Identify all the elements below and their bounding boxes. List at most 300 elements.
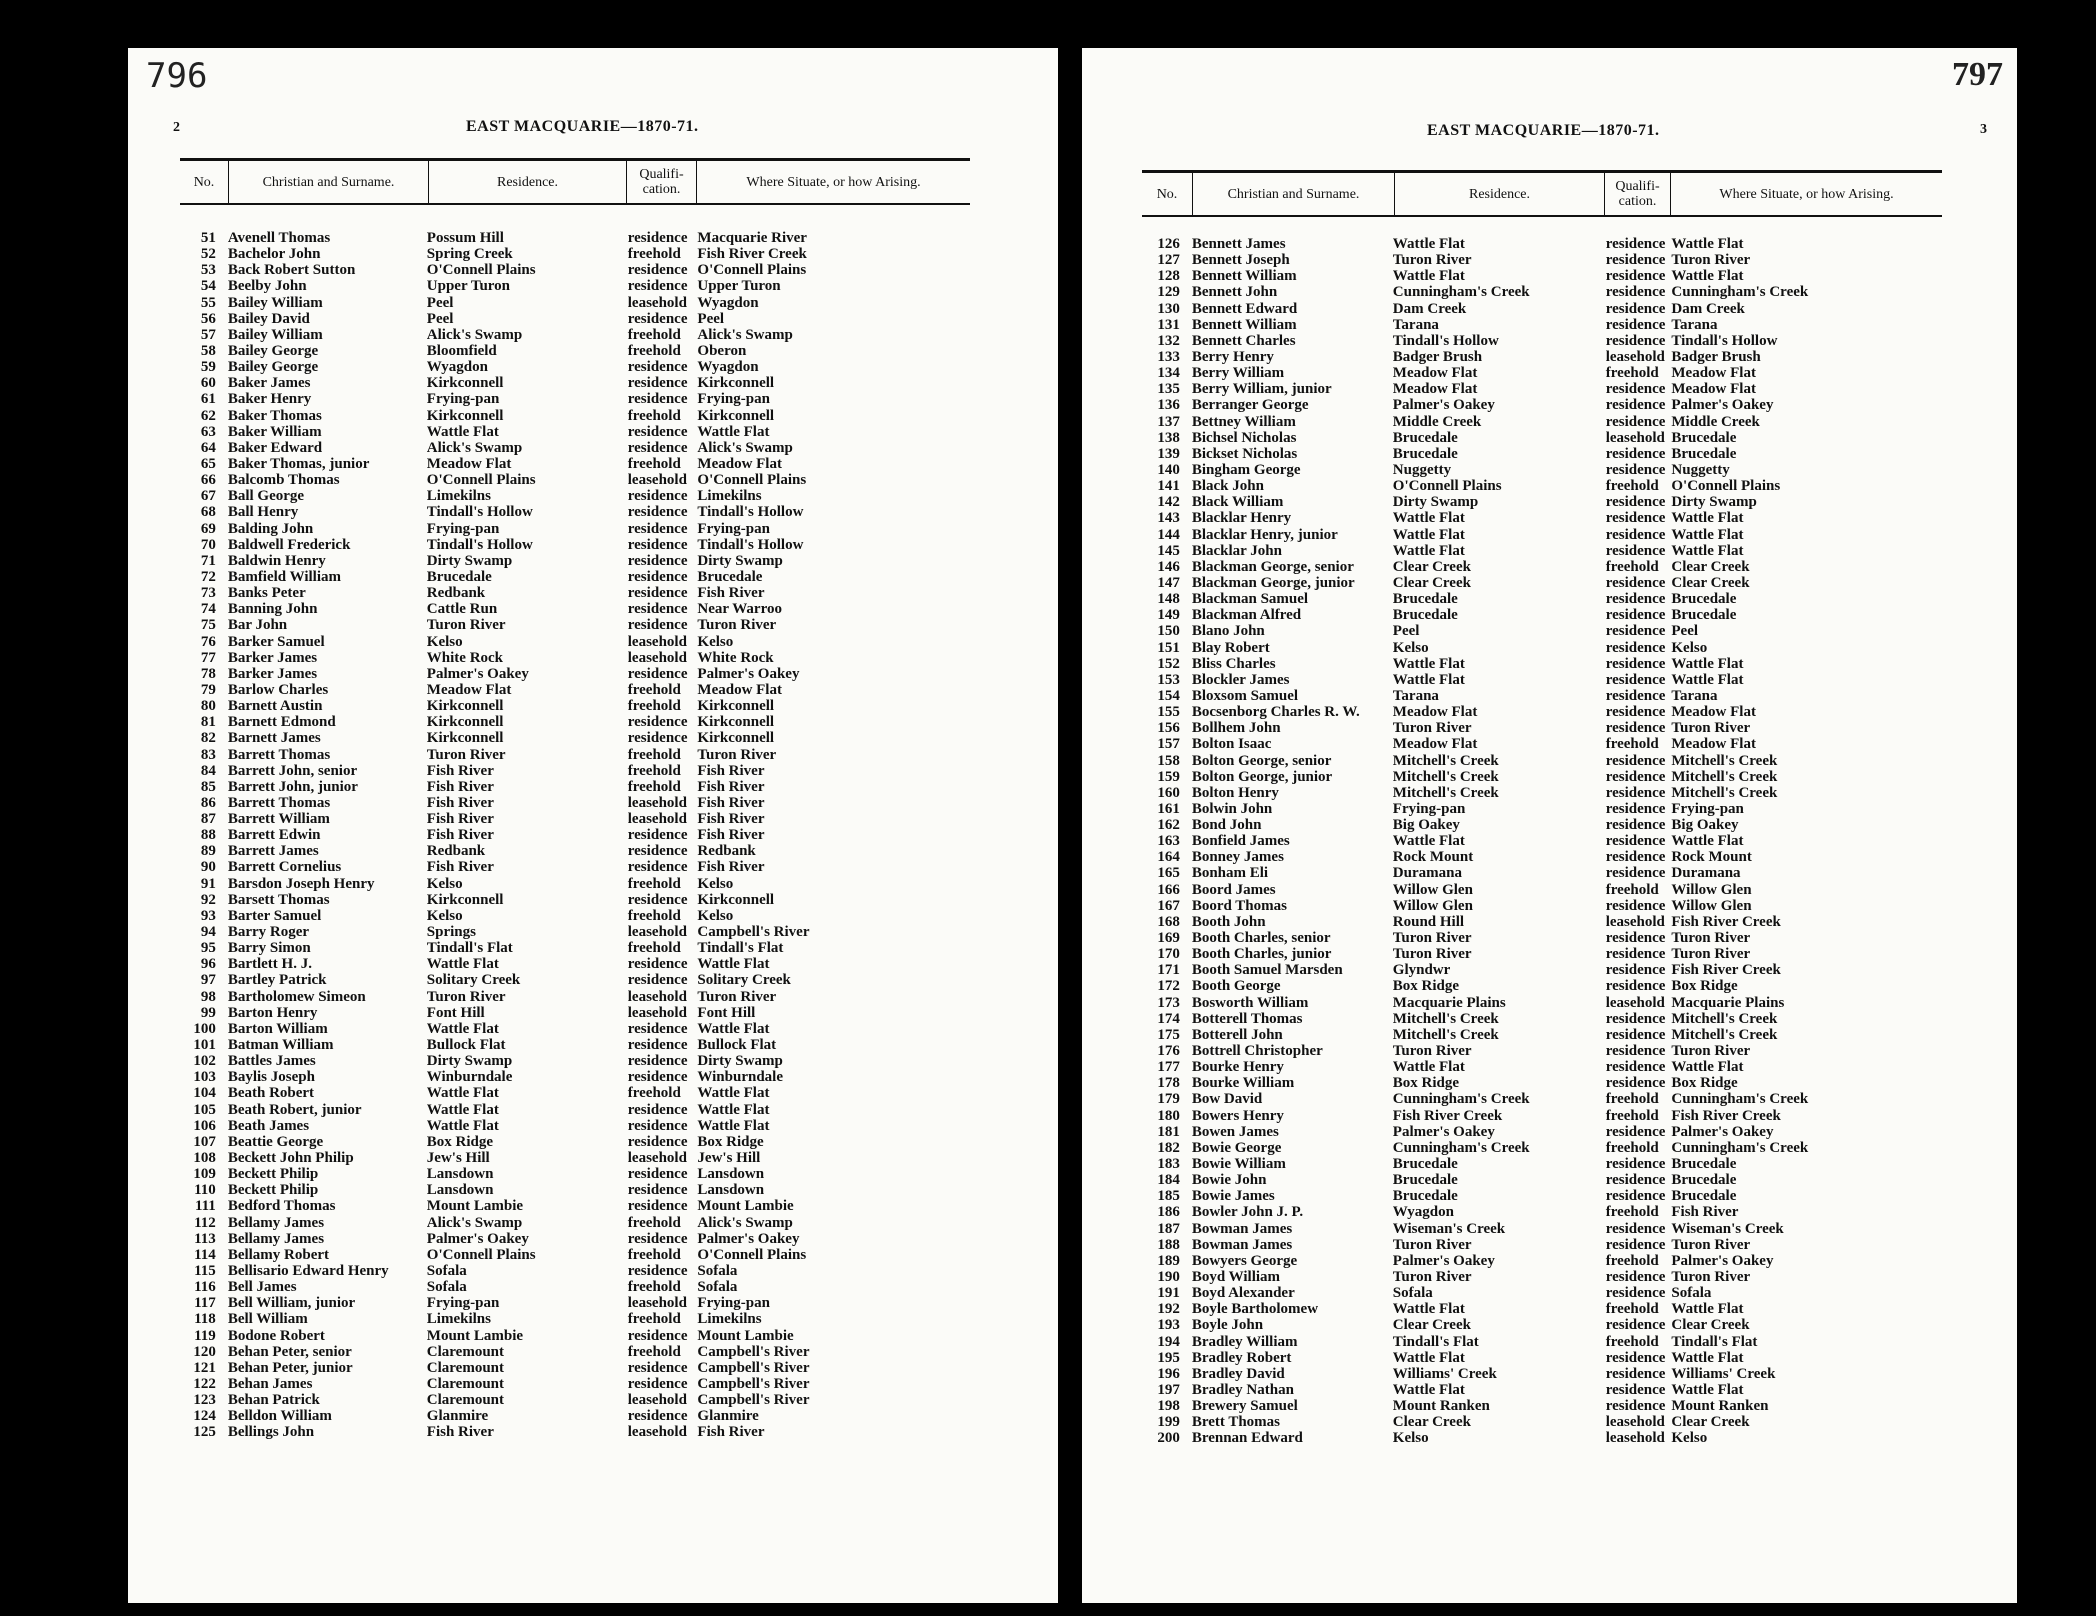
row-qualification: residence [1605, 1317, 1666, 1334]
row-where: Wattle Flat [1671, 1349, 1744, 1366]
table-row [180, 391, 970, 407]
row-name: Banning John [227, 601, 318, 618]
row-name: Brett Thomas [1191, 1414, 1281, 1431]
row-number: 127 [1157, 252, 1180, 269]
row-number: 140 [1157, 461, 1180, 478]
row-residence: Wattle Flat [1392, 1349, 1465, 1366]
row-residence: Mitchell's Creek [1392, 1026, 1499, 1043]
row-number: 179 [1157, 1091, 1180, 1108]
row-number: 119 [194, 1327, 216, 1344]
row-where: Middle Creek [1671, 413, 1760, 430]
row-name: Bickset Nicholas [1191, 445, 1298, 462]
row-name: Bellings John [227, 1424, 315, 1441]
row-where: Wattle Flat [1671, 655, 1744, 672]
row-number: 171 [1157, 962, 1180, 979]
row-name: Behan Patrick [227, 1392, 320, 1409]
row-name: Berry William [1191, 365, 1285, 382]
row-name: Bradley Nathan [1191, 1381, 1294, 1398]
row-name: Bowie George [1191, 1139, 1282, 1156]
table-row [180, 617, 970, 633]
row-number: 108 [193, 1150, 216, 1167]
row-name: Barker James [227, 665, 318, 682]
table-row [180, 811, 970, 827]
row-qualification: residence [1605, 1026, 1666, 1043]
table-row [1142, 1221, 1942, 1237]
table-row [180, 1069, 970, 1085]
row-number: 174 [1157, 1010, 1180, 1027]
table-row [1142, 946, 1942, 962]
row-name: Beath Robert [227, 1085, 315, 1102]
row-residence: Cunningham's Creek [1392, 1139, 1530, 1156]
row-residence: Cunningham's Creek [1392, 1091, 1530, 1108]
row-number: 101 [193, 1037, 216, 1054]
row-residence: Frying-pan [426, 1295, 500, 1312]
row-where: Palmer's Oakey [1671, 397, 1774, 414]
row-residence: Box Ridge [1392, 978, 1460, 995]
row-number: 193 [1157, 1317, 1180, 1334]
row-where: Clear Creek [1671, 1414, 1750, 1431]
row-name: Bocsenborg Charles R. W. [1191, 704, 1360, 721]
row-qualification: residence [1605, 962, 1666, 979]
table-row [180, 569, 970, 585]
row-where: Wattle Flat [1671, 671, 1744, 688]
row-name: Balding John [227, 520, 314, 537]
row-number: 88 [200, 827, 216, 844]
row-where: Meadow Flat [1671, 365, 1756, 382]
row-name: Bowie John [1191, 1172, 1267, 1189]
row-qualification: residence [627, 391, 688, 408]
voter-list [1142, 236, 1942, 1447]
row-qualification: residence [627, 601, 688, 618]
table-row [180, 682, 970, 698]
row-name: Baldwin Henry [227, 552, 326, 569]
page-title: EAST MACQUARIE—1870-71. [466, 118, 699, 135]
row-where: Dam Creek [1671, 300, 1745, 317]
table-row [1142, 397, 1942, 413]
row-residence: Claremount [426, 1343, 505, 1360]
row-qualification: residence [627, 891, 688, 908]
row-residence: Kirkconnell [426, 698, 504, 715]
row-name: Bartholomew Simeon [227, 988, 366, 1005]
row-number: 69 [200, 520, 216, 537]
header-where: Where Situate, or how Arising. [1670, 173, 1942, 215]
table-row [1142, 1301, 1942, 1317]
row-name: Boord Thomas [1191, 897, 1287, 914]
row-residence: Clear Creek [1392, 1414, 1471, 1431]
row-where: Campbell's River [697, 1392, 810, 1409]
row-name: Bourke William [1191, 1075, 1295, 1092]
table-row [1142, 962, 1942, 978]
row-qualification: residence [627, 1166, 688, 1183]
row-where: Peel [697, 310, 725, 327]
row-where: Fish River [697, 762, 765, 779]
row-residence: Turon River [426, 617, 506, 634]
row-number: 113 [194, 1230, 216, 1247]
row-name: Blackman Samuel [1191, 591, 1309, 608]
row-number: 191 [1157, 1285, 1180, 1302]
table-row [1142, 1188, 1942, 1204]
row-residence: Solitary Creek [426, 972, 521, 989]
row-qualification: residence [1605, 252, 1666, 269]
row-residence: Box Ridge [426, 1133, 494, 1150]
row-name: Blackman Alfred [1191, 607, 1302, 624]
table-row [1142, 1043, 1942, 1059]
row-name: Bailey William [227, 326, 323, 343]
row-qualification: residence [627, 359, 688, 376]
row-residence: Wattle Flat [426, 1117, 499, 1134]
row-where: Wattle Flat [1671, 1381, 1744, 1398]
row-where: O'Connell Plains [697, 1246, 807, 1263]
table-row [1142, 543, 1942, 559]
row-number: 132 [1157, 332, 1180, 349]
row-number: 136 [1157, 397, 1180, 414]
row-qualification: leasehold [627, 924, 687, 941]
row-number: 82 [200, 730, 216, 747]
row-residence: Wattle Flat [1392, 1301, 1465, 1318]
row-where: Box Ridge [1671, 1075, 1738, 1092]
row-number: 70 [200, 536, 216, 553]
row-residence: Claremount [426, 1375, 505, 1392]
table-header [180, 158, 970, 205]
row-qualification: residence [1605, 768, 1666, 785]
table-row [1142, 978, 1942, 994]
row-qualification: residence [627, 1375, 688, 1392]
row-where: Sofala [1671, 1285, 1712, 1302]
row-qualification: leasehold [627, 472, 687, 489]
row-residence: Kirkconnell [426, 891, 504, 908]
table-row [1142, 704, 1942, 720]
row-number: 54 [200, 278, 216, 295]
row-number: 184 [1157, 1172, 1180, 1189]
row-residence: Williams' Creek [1392, 1365, 1497, 1382]
row-number: 199 [1157, 1414, 1180, 1431]
row-name: Booth Charles, junior [1191, 946, 1332, 963]
row-residence: O'Connell Plains [1392, 478, 1502, 495]
row-qualification: residence [627, 504, 688, 521]
row-qualification: residence [627, 1230, 688, 1247]
row-residence: Clear Creek [1392, 1317, 1471, 1334]
table-row [1142, 817, 1942, 833]
header-residence: Residence. [1394, 173, 1604, 215]
row-qualification: residence [1605, 1010, 1666, 1027]
row-number: 91 [200, 875, 216, 892]
table-row [1142, 672, 1942, 688]
row-number: 77 [200, 649, 216, 666]
row-name: Barker James [227, 649, 318, 666]
table-row [1142, 1108, 1942, 1124]
table-row [1142, 510, 1942, 526]
row-name: Bennett Charles [1191, 332, 1296, 349]
row-qualification: freehold [627, 407, 681, 424]
row-where: Wattle Flat [697, 423, 770, 440]
row-qualification: freehold [1605, 478, 1659, 495]
row-number: 147 [1157, 574, 1180, 591]
row-name: Bow David [1191, 1091, 1263, 1108]
row-residence: Big Oakey [1392, 817, 1460, 834]
row-number: 116 [194, 1279, 216, 1296]
row-where: Bullock Flat [697, 1037, 777, 1054]
row-number: 60 [200, 375, 216, 392]
row-residence: Glanmire [426, 1408, 489, 1425]
table-row [180, 1005, 970, 1021]
row-name: Bonfield James [1191, 833, 1290, 850]
table-row [180, 763, 970, 779]
table-row [1142, 591, 1942, 607]
row-number: 83 [200, 746, 216, 763]
table-row [180, 956, 970, 972]
row-where: Meadow Flat [697, 455, 782, 472]
stamped-page-number: 796 [146, 56, 208, 96]
table-row [180, 1360, 970, 1376]
row-where: Jew's Hill [697, 1150, 761, 1167]
row-where: Campbell's River [697, 1375, 810, 1392]
row-qualification: freehold [627, 1246, 681, 1263]
row-where: Turon River [1671, 930, 1751, 947]
row-qualification: residence [627, 827, 688, 844]
row-number: 194 [1157, 1333, 1180, 1350]
row-qualification: residence [627, 1069, 688, 1086]
table-row [180, 876, 970, 892]
row-name: Behan James [227, 1375, 313, 1392]
row-where: Peel [1671, 623, 1699, 640]
row-number: 100 [193, 1020, 216, 1037]
row-number: 148 [1157, 591, 1180, 608]
row-where: Fish River [697, 811, 765, 828]
row-residence: Jew's Hill [426, 1150, 490, 1167]
row-residence: Wattle Flat [1392, 1381, 1465, 1398]
row-name: Bolton Henry [1191, 784, 1279, 801]
row-number: 183 [1157, 1156, 1180, 1173]
row-qualification: residence [1605, 236, 1666, 252]
row-name: Bell William, junior [227, 1295, 356, 1312]
row-name: Blacklar Henry, junior [1191, 526, 1338, 543]
table-row [180, 440, 970, 456]
row-qualification: freehold [627, 681, 681, 698]
row-where: Willow Glen [1671, 881, 1752, 898]
row-name: Baker Henry [227, 391, 312, 408]
row-residence: Limekilns [426, 488, 491, 505]
row-name: Bailey William [227, 294, 323, 311]
row-residence: Claremount [426, 1392, 505, 1409]
row-number: 102 [193, 1053, 216, 1070]
table-row [180, 1263, 970, 1279]
table-row [180, 343, 970, 359]
table-row [180, 278, 970, 294]
row-number: 90 [200, 859, 216, 876]
row-number: 128 [1157, 268, 1180, 285]
row-name: Botterell John [1191, 1026, 1283, 1043]
row-number: 180 [1157, 1107, 1180, 1124]
row-where: Tarana [1671, 687, 1718, 704]
row-number: 61 [200, 391, 216, 408]
table-row [180, 1198, 970, 1214]
row-where: Tindall's Flat [1671, 1333, 1758, 1350]
header-name: Christian and Surname. [1192, 173, 1394, 215]
row-number: 152 [1157, 655, 1180, 672]
table-row [1142, 1204, 1942, 1220]
row-name: Ball George [227, 488, 305, 505]
row-name: Bradley David [1191, 1365, 1285, 1382]
row-number: 188 [1157, 1236, 1180, 1253]
row-number: 155 [1157, 704, 1180, 721]
row-where: Meadow Flat [1671, 381, 1756, 398]
row-name: Baker William [227, 423, 322, 440]
table-row [180, 924, 970, 940]
row-residence: Meadow Flat [1392, 381, 1478, 398]
row-where: Frying-pan [697, 391, 770, 408]
row-residence: Mitchell's Creek [1392, 768, 1499, 785]
row-number: 125 [193, 1424, 216, 1441]
row-number: 158 [1157, 752, 1180, 769]
row-qualification: residence [1605, 720, 1666, 737]
row-qualification: freehold [627, 1279, 681, 1296]
row-number: 133 [1157, 348, 1180, 365]
header-name: Christian and Surname. [228, 161, 428, 203]
header-no: No. [1156, 186, 1178, 202]
row-number: 65 [200, 455, 216, 472]
row-name: Blockler James [1191, 671, 1290, 688]
table-row [1142, 349, 1942, 365]
row-where: Wattle Flat [1671, 542, 1744, 559]
row-where: Fish River Creek [1671, 1107, 1781, 1124]
row-where: Limekilns [697, 1311, 762, 1328]
row-name: Boyd Alexander [1191, 1285, 1295, 1302]
row-residence: Tarana [1392, 687, 1439, 704]
row-qualification: leasehold [627, 1295, 687, 1312]
row-where: Near Warroo [697, 601, 782, 618]
row-qualification: residence [1605, 300, 1666, 317]
table-row [1142, 1172, 1942, 1188]
table-row [1142, 301, 1942, 317]
table-row [180, 972, 970, 988]
row-name: Bellisario Edward Henry [227, 1263, 389, 1279]
row-where: Fish River [697, 585, 765, 602]
row-qualification: leasehold [627, 1424, 687, 1441]
table-row [1142, 575, 1942, 591]
row-where: Turon River [1671, 252, 1751, 269]
row-residence: Dirty Swamp [426, 552, 513, 569]
row-residence: O'Connell Plains [426, 1246, 536, 1263]
row-number: 164 [1157, 849, 1180, 866]
row-qualification: residence [627, 585, 688, 602]
row-residence: White Rock [426, 649, 504, 666]
row-where: Brucedale [1671, 607, 1737, 624]
header-qualification: Qualifi-cation. [626, 161, 696, 203]
row-qualification: leasehold [627, 633, 687, 650]
row-qualification: residence [1605, 623, 1666, 640]
row-number: 130 [1157, 300, 1180, 317]
table-row [180, 843, 970, 859]
row-name: Barrett William [227, 811, 330, 828]
row-qualification: residence [627, 843, 688, 860]
row-where: Wattle Flat [1671, 1301, 1744, 1318]
row-residence: Cunningham's Creek [1392, 284, 1530, 301]
row-qualification: residence [1605, 607, 1666, 624]
row-where: Meadow Flat [1671, 704, 1756, 721]
row-residence: Meadow Flat [426, 681, 512, 698]
row-where: Wyagdon [697, 294, 759, 311]
row-qualification: residence [1605, 1381, 1666, 1398]
row-name: Bennett William [1191, 268, 1297, 285]
row-where: Kirkconnell [697, 407, 775, 424]
table-row [1142, 446, 1942, 462]
row-name: Bennett William [1191, 316, 1297, 333]
row-where: Tindall's Flat [697, 940, 784, 957]
row-number: 146 [1157, 558, 1180, 575]
row-qualification: residence [1605, 1156, 1666, 1173]
row-name: Bowyers George [1191, 1252, 1298, 1269]
row-residence: Mitchell's Creek [1392, 1010, 1499, 1027]
row-name: Bloxsom Samuel [1191, 687, 1299, 704]
table-row [180, 1424, 970, 1440]
row-qualification: residence [627, 520, 688, 537]
table-row [180, 892, 970, 908]
row-name: Bodone Robert [227, 1327, 325, 1344]
row-number: 105 [193, 1101, 216, 1118]
page-number: 3 [1980, 122, 1987, 137]
header-residence: Residence. [428, 161, 626, 203]
row-residence: Peel [426, 294, 454, 311]
row-residence: Wyagdon [426, 359, 488, 376]
row-qualification: leasehold [1605, 1430, 1665, 1447]
row-name: Battles James [227, 1053, 316, 1070]
row-residence: Macquarie Plains [1392, 994, 1506, 1011]
row-number: 95 [200, 940, 216, 957]
row-qualification: leasehold [627, 811, 687, 828]
row-residence: Tindall's Hollow [426, 536, 533, 553]
row-residence: Peel [1392, 623, 1420, 640]
table-row [1142, 833, 1942, 849]
row-residence: Tarana [1392, 316, 1439, 333]
row-where: Kirkconnell [697, 730, 775, 747]
table-row [180, 359, 970, 375]
row-qualification: residence [627, 617, 688, 634]
row-residence: Fish River [426, 859, 494, 876]
row-name: Bolton George, senior [1191, 752, 1332, 769]
row-qualification: residence [1605, 671, 1666, 688]
row-residence: Fish River [426, 811, 494, 828]
row-number: 67 [200, 488, 216, 505]
table-row [1142, 1350, 1942, 1366]
row-qualification: freehold [627, 455, 681, 472]
row-where: Wattle Flat [1671, 833, 1744, 850]
table-row [1142, 478, 1942, 494]
row-qualification: freehold [627, 940, 681, 957]
row-name: Bonney James [1191, 849, 1284, 866]
row-number: 185 [1157, 1188, 1180, 1205]
row-number: 120 [193, 1343, 216, 1360]
row-number: 93 [200, 907, 216, 924]
row-where: Palmer's Oakey [697, 665, 800, 682]
row-number: 55 [200, 294, 216, 311]
header-no: No. [193, 174, 215, 190]
row-where: Upper Turon [697, 278, 781, 295]
row-name: Baylis Joseph [227, 1069, 315, 1086]
table-row [180, 698, 970, 714]
row-number: 160 [1157, 784, 1180, 801]
table-row [1142, 1059, 1942, 1075]
table-row [180, 1102, 970, 1118]
row-number: 117 [194, 1295, 216, 1312]
table-row [180, 1344, 970, 1360]
row-where: Lansdown [697, 1166, 765, 1183]
row-qualification: freehold [627, 326, 681, 343]
row-where: Wattle Flat [697, 1085, 770, 1102]
row-qualification: residence [1605, 1269, 1666, 1285]
row-qualification: residence [1605, 445, 1666, 462]
row-where: Turon River [697, 746, 777, 763]
row-name: Barter Samuel [227, 907, 322, 924]
